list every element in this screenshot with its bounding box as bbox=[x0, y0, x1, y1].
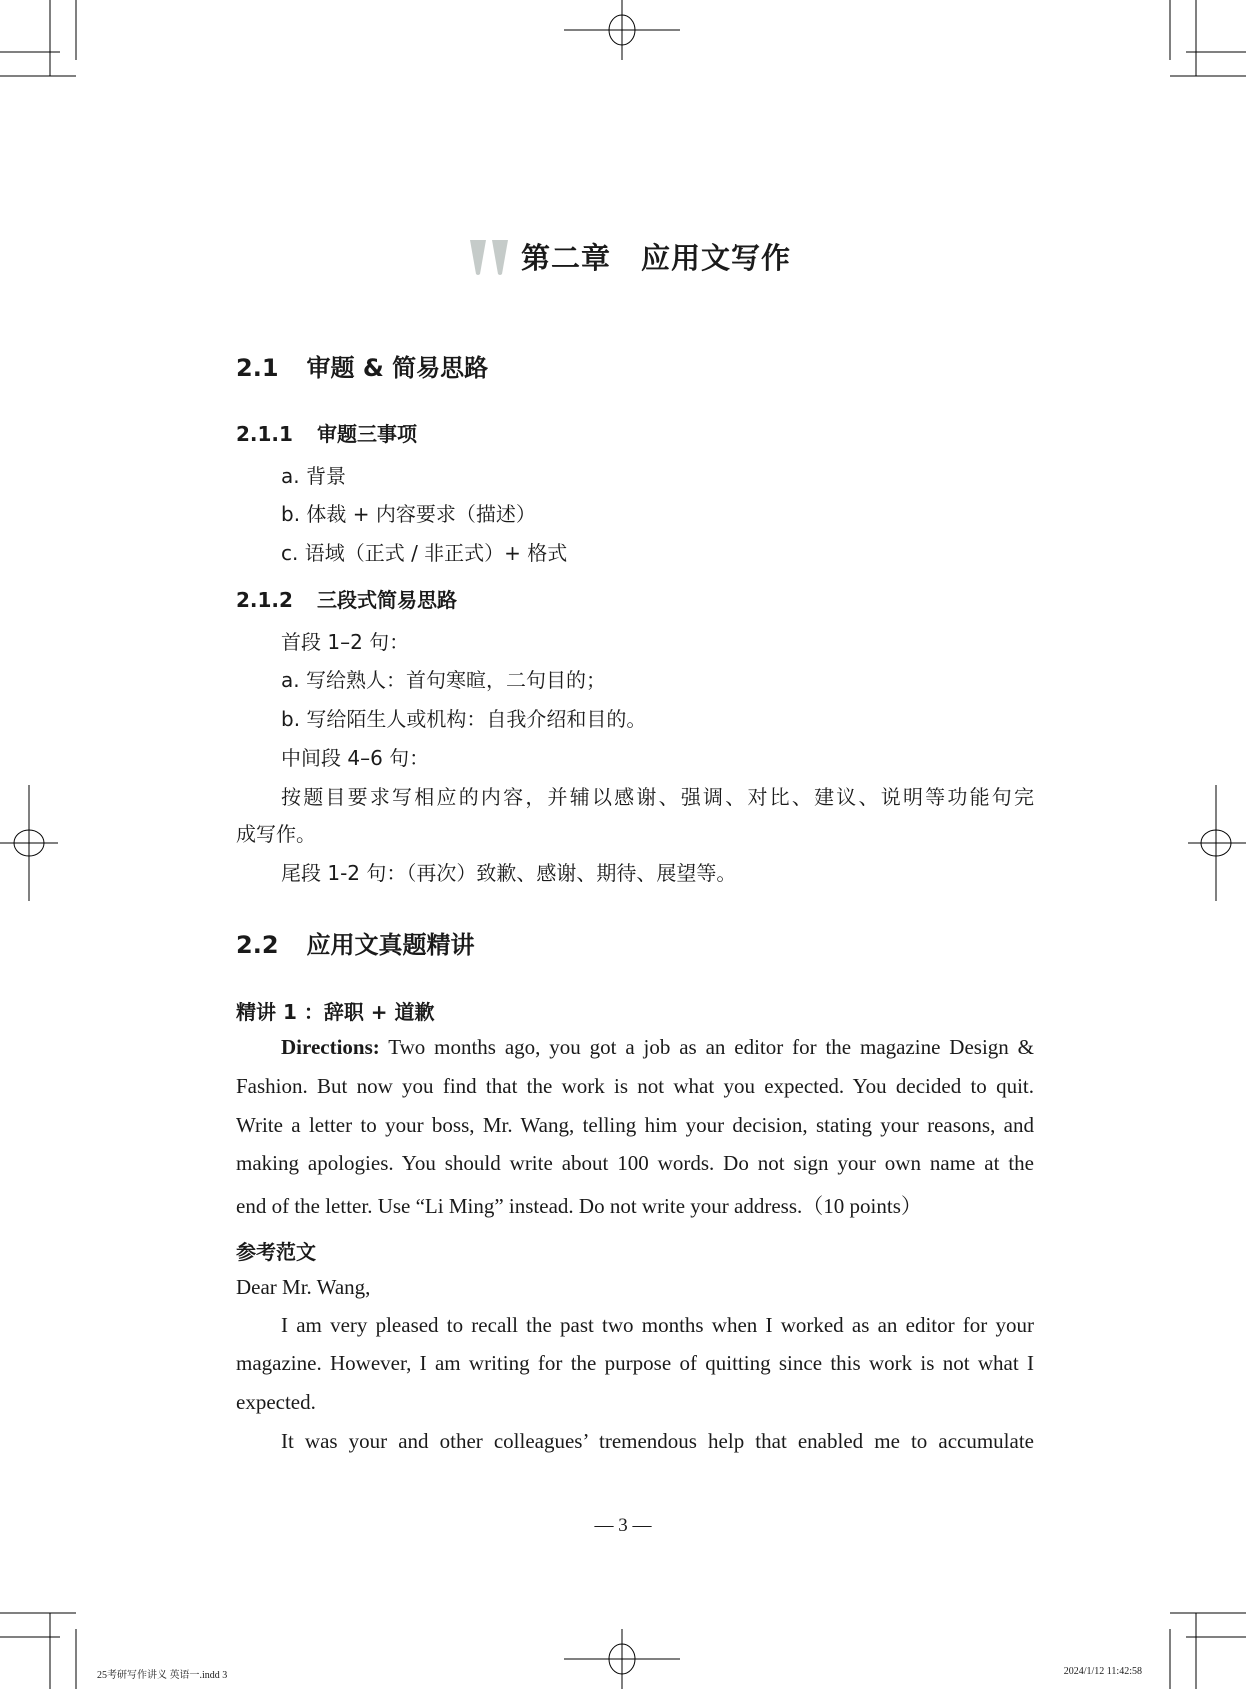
text-line: 首段 1–2 句： bbox=[281, 630, 410, 654]
section-title: 审题三事项 bbox=[316, 422, 417, 446]
section-number: 2.1.2 bbox=[236, 588, 293, 612]
text-line: a. 写给熟人：首句寒暄，二句目的； bbox=[281, 668, 606, 692]
list-item: a. 背景 bbox=[281, 464, 346, 488]
directions-line: end of the letter. Use “Li Ming” instead. Do not write your address.（10 points） bbox=[236, 1194, 922, 1218]
section-number: 2.1 bbox=[236, 354, 279, 382]
text-line: 按题目要求写相应的内容，并辅以感谢、强调、对比、建议、说明等功能句完 bbox=[281, 785, 1034, 809]
directions-label: Directions: bbox=[281, 1035, 380, 1059]
section-title: 三段式简易思路 bbox=[316, 588, 457, 612]
chapter-title: 第二章 应用文写作 bbox=[521, 241, 792, 275]
directions-line: Fashion. But now you find that the work is not what you expected. You decided to quit. bbox=[236, 1074, 1034, 1098]
directions-line bbox=[281, 1035, 1034, 1060]
sample-line: magazine. However, I am writing for the purpose of quitting since this work is not what I bbox=[236, 1351, 1034, 1375]
directions-line: making apologies. You should write about 100 words. Do not sign your own name at the bbox=[236, 1151, 1034, 1175]
sample-line: I am very pleased to recall the past two months when I worked as an editor for your bbox=[281, 1313, 1034, 1337]
text-line: 尾段 1-2 句：（再次）致歉、感谢、期待、展望等。 bbox=[281, 861, 737, 885]
text-line: b. 写给陌生人或机构：自我介绍和目的。 bbox=[281, 707, 647, 731]
sample-line: It was your and other colleagues’ tremendous help that enabled me to accumulate bbox=[281, 1429, 1034, 1453]
chapter-marker-icon bbox=[468, 238, 514, 276]
list-item: b. 体裁 + 内容要求（描述） bbox=[281, 502, 536, 526]
directions-text: Two months ago, you got a job as an editor for the magazine Design & bbox=[379, 1035, 1034, 1059]
section-2-2-heading bbox=[236, 925, 475, 960]
sample-line: expected. bbox=[236, 1390, 316, 1414]
lecture-1-heading: 精讲 1 ：辞职 + 道歉 bbox=[236, 1000, 435, 1024]
page-number: — 3 — bbox=[594, 1515, 652, 1536]
text-line: 中间段 4–6 句： bbox=[281, 746, 430, 770]
section-2-1-2-heading bbox=[236, 584, 457, 613]
text-line: 成写作。 bbox=[236, 822, 316, 846]
sample-heading: 参考范文 bbox=[236, 1240, 316, 1264]
directions-line: Write a letter to your boss, Mr. Wang, telling him your decision, stating your reasons, and bbox=[236, 1113, 1034, 1137]
footer-timestamp: 2024/1/12 11:42:58 bbox=[1063, 1666, 1142, 1677]
footer-file: 25考研写作讲义 英语一.indd 3 bbox=[97, 1670, 228, 1681]
section-2-1-1-heading bbox=[236, 418, 417, 447]
salutation: Dear Mr. Wang, bbox=[236, 1275, 371, 1299]
section-number: 2.1.1 bbox=[236, 422, 293, 446]
section-title: 审题 & 简易思路 bbox=[306, 354, 489, 382]
section-title: 应用文真题精讲 bbox=[306, 931, 475, 959]
section-number: 2.2 bbox=[236, 931, 279, 959]
list-item: c. 语域（正式 / 非正式）+ 格式 bbox=[281, 541, 568, 565]
section-2-1-heading bbox=[236, 348, 488, 383]
